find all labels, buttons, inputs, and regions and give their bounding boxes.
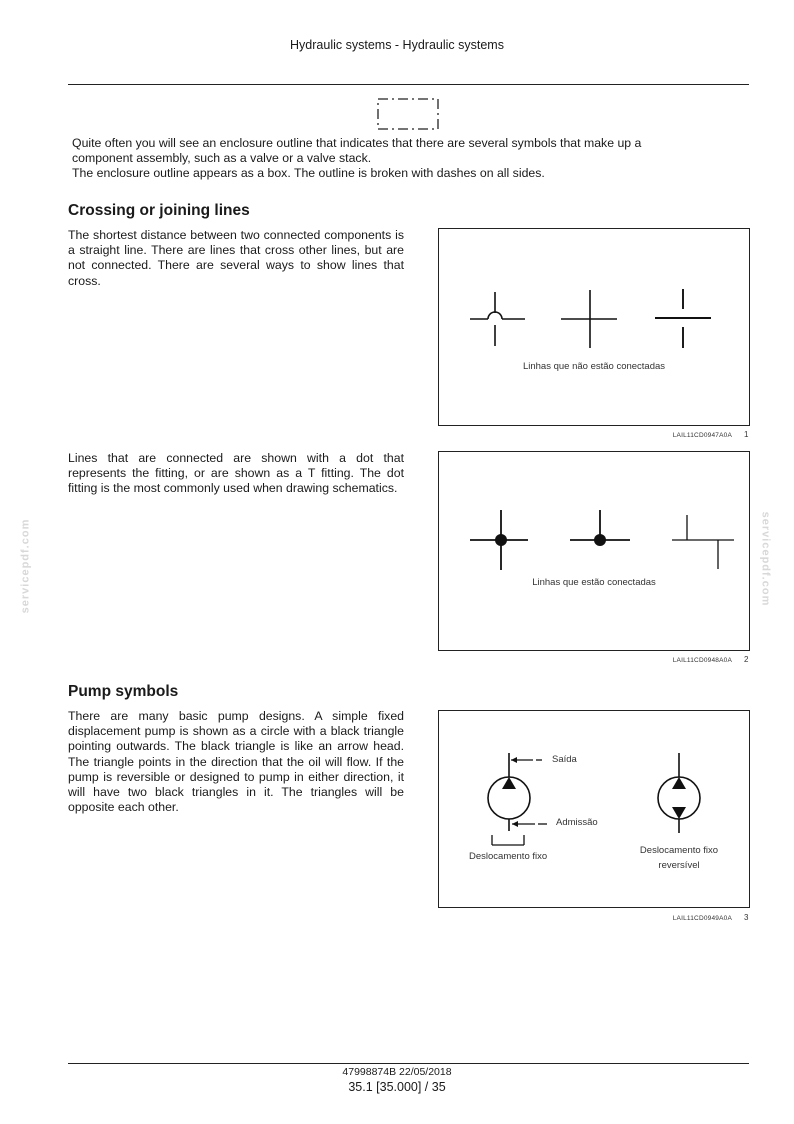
- crossing-heading: Crossing or joining lines: [68, 202, 250, 219]
- enclosure-outline-symbol: [374, 95, 442, 133]
- reversible-pump-symbol: [658, 753, 700, 833]
- footer-page-number: 35.1 [35.000] / 35: [348, 1080, 446, 1094]
- fixed-displacement-pump-symbol: [488, 753, 530, 831]
- reversible-label-line-1: Deslocamento fixo: [639, 845, 719, 856]
- broken-crossing-symbol: [655, 289, 711, 348]
- figure-2-drawing: [439, 452, 749, 650]
- reversible-top-triangle: [672, 777, 686, 789]
- crossing-paragraph-1: The shortest distance between two connected components is a straight line. There are lines that cross other lines, but are not connected. There are several ways to show lines that cross.: [68, 228, 404, 288]
- outlet-label: Saída: [552, 754, 577, 765]
- figure-2-caption: Linhas que estão conectadas: [532, 577, 656, 588]
- figure-1-box: [438, 228, 750, 426]
- figure-3-drawing: [439, 711, 749, 907]
- figure-3-number: 3: [744, 913, 749, 922]
- t-fitting-symbol: [672, 515, 734, 569]
- inlet-label: Admissão: [556, 817, 598, 828]
- figure-2-number: 2: [744, 655, 749, 664]
- intro-line-1: Quite often you will see an enclosure outline that indicates that there are several symbols that make up a: [72, 136, 642, 150]
- figure-1-ref: LAIL11CD0947A0A: [672, 432, 732, 439]
- reversible-label-line-2: reversível: [658, 860, 700, 871]
- intro-line-3: The enclosure outline appears as a box. The outline is broken with dashes on all sides.: [72, 166, 545, 181]
- footer-doc-id: 47998874B 22/05/2018: [342, 1066, 452, 1078]
- figure-1-drawing: [439, 229, 749, 425]
- plain-crossing-symbol: [561, 290, 617, 348]
- crossover-hump-symbol: [470, 292, 525, 346]
- watermark-left: servicepdf.com: [19, 518, 32, 614]
- crossing-paragraph-2: Lines that are connected are shown with a dot that represents the fitting, or are shown as a T fitting. The dot fitting is the most commonly used when drawing schematics.: [68, 451, 404, 496]
- header-rule: [68, 84, 749, 85]
- reversible-label: [619, 843, 739, 873]
- reversible-bottom-triangle: [672, 807, 686, 819]
- figure-3-ref: LAIL11CD0949A0A: [672, 915, 732, 922]
- intro-line-2: component assembly, such as a valve or a valve stack.: [72, 151, 372, 166]
- figure-2-box: [438, 451, 750, 651]
- outlet-triangle: [502, 777, 516, 789]
- figure-2-ref: LAIL11CD0948A0A: [672, 657, 732, 664]
- fixed-displacement-label: Deslocamento fixo: [469, 851, 548, 862]
- page-header-title: Hydraulic systems - Hydraulic systems: [290, 38, 504, 52]
- figure-1-caption: Linhas que não estão conectadas: [522, 361, 666, 372]
- footer-rule: [68, 1063, 749, 1064]
- intro-paragraph: [72, 136, 752, 182]
- figure-3-box: [438, 710, 750, 908]
- pump-paragraph: There are many basic pump designs. A simple fixed displacement pump is shown as a circle with a black triangle pointing outwards. The black triangle is like an arrow head. The triangle points in the direction that the oil will flow. If the pump is reversible or designed to pump in either direction, it will have two black triangles in it. The triangles will be opposite each other.: [68, 709, 404, 815]
- watermark-right: servicepdf.com: [759, 511, 772, 607]
- pump-heading: Pump symbols: [68, 683, 179, 700]
- figure-1-number: 1: [744, 430, 749, 439]
